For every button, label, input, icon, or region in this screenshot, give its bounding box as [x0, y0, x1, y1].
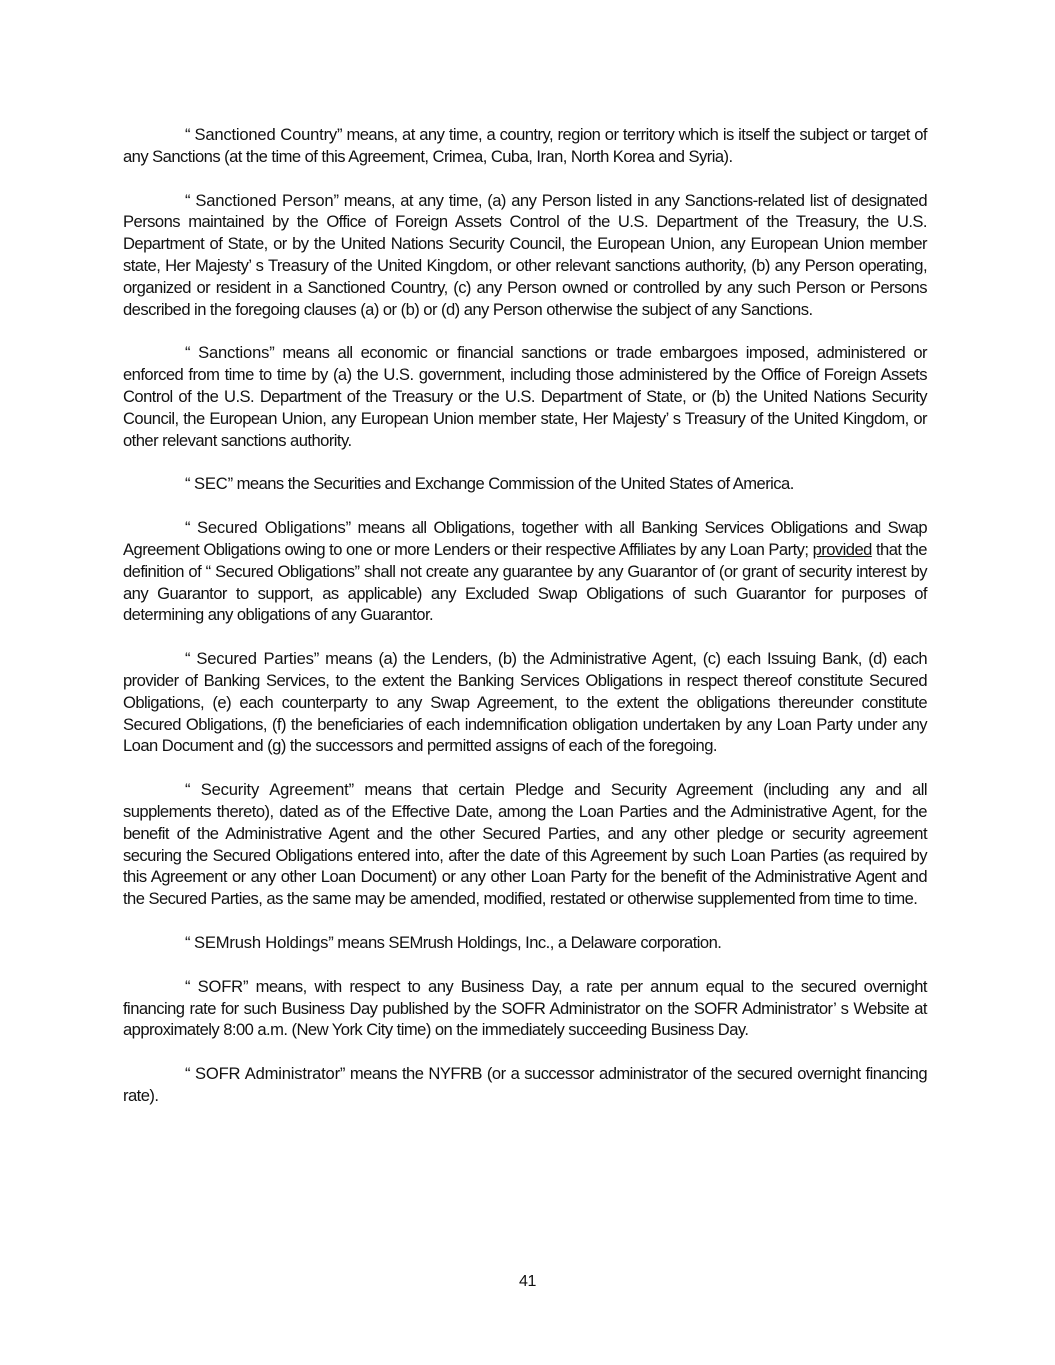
- defined-term: Sanctions: [198, 343, 270, 363]
- definition-secured-parties: [123, 648, 927, 757]
- definition-body: means the Securities and Exchange Commission of the United States of America.: [232, 474, 794, 494]
- definition-sec: [123, 473, 927, 495]
- quote-open: “: [185, 343, 199, 363]
- definition-sanctions: [123, 342, 927, 451]
- definition-body: means that certain Pledge and Security Agreement (including any and all supplements thereto), dated as of the Effective Date, among the Loan Parties and the Administrative Agent, for the benefit of the Administrative Agent and the other Secured Parties, and any other pledge or security agreement securing the Secured Obligations entered into, after the date of this Agreement by such Loan Parties (as required by this Agreement or any other Loan Document) or any other Loan Party for the benefit of the Administrative Agent and the Secured Parties, as the same may be amended, modified, restated or otherwise supplemented from time to time.: [123, 780, 927, 909]
- definition-semrush-holdings: [123, 932, 927, 954]
- quote-close: ”: [337, 125, 342, 144]
- quote-close: ”: [328, 932, 334, 952]
- underlined-provided: provided: [812, 539, 872, 559]
- defined-term: Sanctioned Country: [194, 125, 338, 144]
- quote-open: “: [185, 932, 195, 952]
- definition-body: means, at any time, a country, region or territory which is itself the subject or target of any Sanctions (at the time of this Agreement, Crimea, Cuba, Iran, North Korea and Syria).: [123, 125, 927, 166]
- defined-term: Sanctioned Person: [195, 190, 334, 210]
- definition-body: means the NYFRB (or a successor administrator of the secured overnight financing rate).: [123, 1064, 927, 1105]
- defined-term: SOFR: [197, 976, 243, 996]
- quote-open: “: [185, 190, 196, 210]
- definition-secured-obligations: [123, 517, 927, 626]
- document-page: [123, 124, 927, 1129]
- quote-close: ”: [345, 518, 351, 538]
- definition-sofr: [123, 976, 927, 1041]
- quote-open: “: [185, 125, 195, 144]
- quote-close: ”: [242, 976, 248, 996]
- definition-security-agreement: [123, 779, 927, 910]
- defined-term: SEC: [194, 474, 228, 494]
- definition-sofr-administrator: [123, 1063, 927, 1107]
- quote-close: ”: [227, 474, 233, 494]
- quote-close: ”: [269, 343, 275, 363]
- definition-body-continued: that the definition of “ Secured Obligations” shall not create any guarantee by any Guarantor of (or grant of security interest by any Guarantor to support, as applicable) any Excluded Swap Obligations of such Guarantor for purposes of determining any obligations of any Guarantor.: [123, 539, 927, 625]
- defined-term: SEMrush Holdings: [194, 932, 329, 952]
- quote-close: ”: [313, 649, 319, 669]
- defined-term: Secured Obligations: [196, 518, 346, 538]
- quote-open: “: [185, 649, 197, 669]
- definition-body: means, at any time, (a) any Person listed in any Sanctions-related list of designated Persons maintained by the Office of Foreign Assets Control of the U.S. Department of the Treasury, the U.S. Department of State, or by the United Nations Security Council, the European Union, any European Union member state, Her Majesty’ s Treasury of the United Kingdom, or other relevant sanctions authority, (b) any Person operating, organized or resident in a Sanctioned Country, (c) any Person owned or controlled by any such Person or Persons described in the foregoing clauses (a) or (b) or (d) any Person otherwise the subject of any Sanctions.: [123, 190, 927, 319]
- quote-open: “: [185, 976, 198, 996]
- defined-term: Secured Parties: [196, 649, 314, 669]
- definition-body: means, with respect to any Business Day, a rate per annum equal to the secured overnight financing rate for such Business Day published by the SOFR Administrator on the SOFR Administrator’ s Website at approximately 8:00 a.m. (New York City time) on the immediately succeeding Business Day.: [123, 976, 927, 1040]
- quote-open: “: [185, 474, 195, 494]
- definition-body: means all economic or financial sanctions or trade embargoes imposed, administered or enforced from time to time by (a) the U.S. government, including those administered by the Office of Foreign Assets Control of the U.S. Department of the Treasury or the U.S. Department of State, or (b) the United Nations Security Council, the European Union, any European Union member state, Her Majesty’ s Treasury of the United Kingdom, or other relevant sanctions authority.: [123, 343, 927, 450]
- defined-term: SOFR Administrator: [195, 1064, 340, 1084]
- definition-body: means all Obligations, together with all Banking Services Obligations and Swap Agreement Obligations owing to one or more Lenders or their respective Affiliates by any Loan Party;: [123, 518, 927, 559]
- quote-close: ”: [348, 780, 354, 800]
- definition-body: means SEMrush Holdings, Inc., a Delaware corporation.: [333, 932, 722, 952]
- quote-open: “: [185, 780, 201, 800]
- page-number: 41: [519, 1273, 536, 1290]
- quote-open: “: [185, 518, 197, 538]
- quote-open: “: [185, 1064, 195, 1084]
- quote-close: ”: [339, 1064, 345, 1084]
- definition-sanctioned-person: [123, 190, 927, 321]
- defined-term: Security Agreement: [200, 780, 349, 800]
- definition-body: means (a) the Lenders, (b) the Administrative Agent, (c) each Issuing Bank, (d) each provider of Banking Services, to the extent the Banking Services Obligations in respect thereof constitute Secured Obligations, (e) each counterparty to any Swap Agreement, to the extent the obligations thereunder constitute Secured Obligations, (f) the beneficiaries of each indemnification obligation undertaken by any Loan Party under any Loan Document and (g) the successors and permitted assigns of each of the foregoing.: [123, 649, 928, 756]
- quote-close: ”: [333, 190, 339, 210]
- definition-sanctioned-country: [123, 124, 927, 168]
